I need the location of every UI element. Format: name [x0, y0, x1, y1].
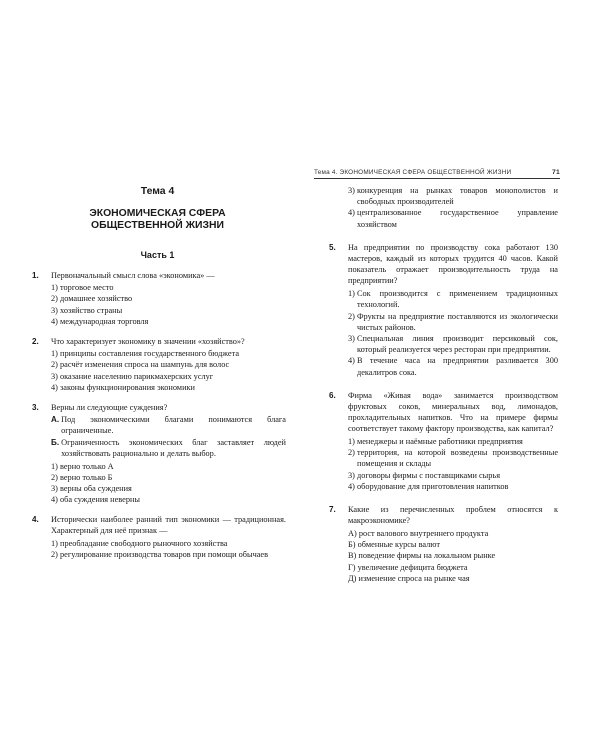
question-number: 7. [329, 505, 336, 515]
answer-option [348, 447, 558, 469]
theme-title-line2: ОБЩЕСТВЕННОЙ ЖИЗНИ [91, 220, 224, 231]
question [326, 242, 558, 378]
option-key: 1) [51, 461, 58, 471]
option-text: хозяйство страны [60, 305, 123, 315]
option-key: А) [348, 528, 357, 538]
question [326, 390, 558, 492]
option-key: 2) [51, 360, 58, 370]
answer-options [348, 436, 558, 492]
option-key: 3) [348, 470, 355, 480]
answer-option [348, 573, 558, 584]
page-number: 71 [552, 169, 560, 176]
theme-title-line1: ЭКОНОМИЧЕСКАЯ СФЕРА [89, 207, 226, 219]
question [29, 336, 286, 394]
answer-option [51, 348, 286, 359]
question-number: 6. [329, 390, 336, 400]
question [29, 270, 286, 328]
option-text: торговое место [60, 283, 114, 293]
option-text: верно только А [60, 461, 114, 471]
option-text: Специальная линия производит персиковый сок, который реализуется через ресторан при предприятии. [357, 333, 558, 355]
question [29, 402, 286, 506]
option-text: оказание населению парикмахерских услуг [60, 371, 214, 381]
question-text: Фирма «Живая вода» занимается производством фруктовых соков, минеральных вод, лимонадов, прохладительных напитков. Что на примере фирмы соответствует такому фактору производства, как капитал? [348, 390, 558, 434]
part-title: Часть 1 [140, 249, 175, 260]
option-key: 2) [348, 311, 355, 321]
answer-option [348, 528, 558, 539]
option-text: международная торговля [60, 316, 149, 326]
option-text: регулирование производства товаров при помощи обычаев [60, 549, 269, 559]
statements [51, 414, 286, 459]
option-text: изменение спроса на рынке чая [358, 573, 470, 583]
option-text: Сок производится с применением традиционных технологий. [357, 289, 558, 310]
option-text: домашнее хозяйство [60, 294, 133, 304]
answer-option [348, 481, 558, 492]
option-key: 4) [51, 316, 58, 326]
option-key: 3) [348, 333, 355, 343]
answer-option [51, 382, 286, 393]
question-text: Какие из перечисленных проблем относятся к макроэкономике? [348, 505, 558, 526]
option-text: территория, на которой возведены производственные помещения и склады [357, 448, 558, 469]
option-key: 4) [51, 382, 58, 392]
answer-options [348, 185, 558, 230]
running-title: Тема 4. ЭКОНОМИЧЕСКАЯ СФЕРА ОБЩЕСТВЕННОЙ ЖИЗНИ [314, 169, 512, 176]
answer-option [348, 539, 558, 550]
answer-option [51, 483, 286, 494]
theme-label: Тема 4 [140, 186, 175, 197]
option-text: верны оба суждения [60, 483, 132, 493]
option-key: Г) [348, 562, 356, 572]
option-text: преобладание свободного рыночного хозяйства [60, 538, 228, 548]
option-key: 4) [51, 495, 58, 505]
question-text: Что характеризует экономику в значении «хозяйство»? [51, 336, 245, 346]
answer-option [51, 549, 286, 560]
option-key: 2) [348, 448, 355, 458]
question-continued [326, 185, 558, 230]
running-header [314, 169, 560, 179]
left-page [29, 186, 286, 560]
answer-options [51, 538, 286, 560]
option-key: 1) [51, 349, 58, 359]
option-key: Д) [348, 573, 357, 583]
question-number: 5. [329, 242, 336, 252]
answer-option [51, 282, 286, 293]
option-text: обменные курсы валют [357, 540, 441, 550]
question-text: Верны ли следующие суждения? [51, 402, 168, 412]
question-number: 3. [32, 402, 39, 412]
option-key: 2) [51, 294, 58, 304]
option-key: Б) [348, 540, 356, 550]
answer-option [51, 461, 286, 472]
option-text: конкуренция на рынках товаров монополистов и свободных производителей [357, 186, 558, 207]
answer-option [51, 371, 286, 382]
option-key: 4) [348, 356, 355, 366]
option-text: менеджеры и наёмные работники предприятия [357, 437, 523, 447]
option-text: оба суждения неверны [60, 495, 140, 505]
question [326, 504, 558, 584]
statement-key: А. [51, 415, 60, 425]
answer-option [348, 436, 558, 447]
option-key: 1) [348, 437, 355, 447]
question-number: 2. [32, 336, 39, 346]
right-page [326, 185, 558, 584]
option-text: поведение фирмы на локальном рынке [358, 551, 496, 561]
option-key: 1) [51, 538, 58, 548]
option-text: законы функционирования экономики [60, 382, 195, 392]
question-text: На предприятии по производству сока работают 130 мастеров, каждый из которых трудится 40 часов. Какой показатель отражает производительность труда на предприятии? [348, 242, 558, 286]
option-text: оборудование для приготовления напитков [357, 481, 509, 491]
option-text: Фрукты на предприятие поставляются из экологически чистых районов. [357, 311, 558, 332]
answer-option [51, 316, 286, 327]
answer-options [51, 348, 286, 393]
answer-options [348, 528, 558, 584]
option-key: 2) [51, 549, 58, 559]
option-text: увеличение дефицита бюджета [357, 562, 468, 572]
answer-option [348, 288, 558, 310]
statement [51, 414, 286, 436]
answer-options [51, 282, 286, 327]
option-text: централизованное государственное управление хозяйством [357, 208, 558, 229]
option-key: В) [348, 551, 357, 561]
option-key: 3) [51, 483, 58, 493]
answer-options [51, 461, 286, 506]
option-text: верно только Б [60, 472, 113, 482]
statement-text: Под экономическими благами понимаются блага ограниченные. [61, 415, 286, 436]
answer-option [51, 359, 286, 370]
statement-key: Б. [51, 437, 60, 447]
answer-option [348, 550, 558, 561]
answer-option [348, 185, 558, 207]
answer-options [348, 288, 558, 378]
question [29, 514, 286, 560]
question-text: Исторически наиболее ранний тип экономики — традиционная. Характерный для неё признак — [51, 514, 286, 536]
option-key: 3) [348, 186, 355, 195]
answer-option [51, 494, 286, 505]
option-key: 4) [348, 208, 355, 218]
answer-option [348, 207, 558, 229]
statement [51, 437, 286, 459]
question-number: 1. [32, 270, 39, 280]
option-key: 2) [51, 472, 58, 482]
option-text: рост валового внутреннего продукта [358, 528, 489, 538]
option-key: 3) [51, 371, 58, 381]
option-text: принципы составления государственного бюджета [60, 349, 240, 359]
theme-heading [29, 208, 286, 233]
option-text: договоры фирмы с поставщиками сырья [357, 470, 501, 480]
statement-text: Ограниченность экономических благ заставляет людей хозяйствовать рационально и делать выбор. [61, 437, 286, 458]
option-key: 1) [348, 289, 355, 299]
answer-option [348, 470, 558, 481]
answer-option [348, 562, 558, 573]
option-key: 3) [51, 305, 58, 315]
answer-option [348, 311, 558, 333]
option-key: 4) [348, 481, 355, 491]
option-text: В течение часа на предприятии разливается 300 декалитров сока. [357, 356, 558, 377]
question-number: 4. [32, 514, 39, 524]
answer-option [348, 333, 558, 355]
question-text: Первоначальный смысл слова «экономика» — [51, 270, 215, 280]
answer-option [51, 472, 286, 483]
answer-option [51, 305, 286, 316]
answer-option [348, 355, 558, 377]
option-key: 1) [51, 283, 58, 293]
answer-option [51, 293, 286, 304]
option-text: расчёт изменения спроса на шампунь для волос [60, 360, 230, 370]
answer-option [51, 538, 286, 549]
